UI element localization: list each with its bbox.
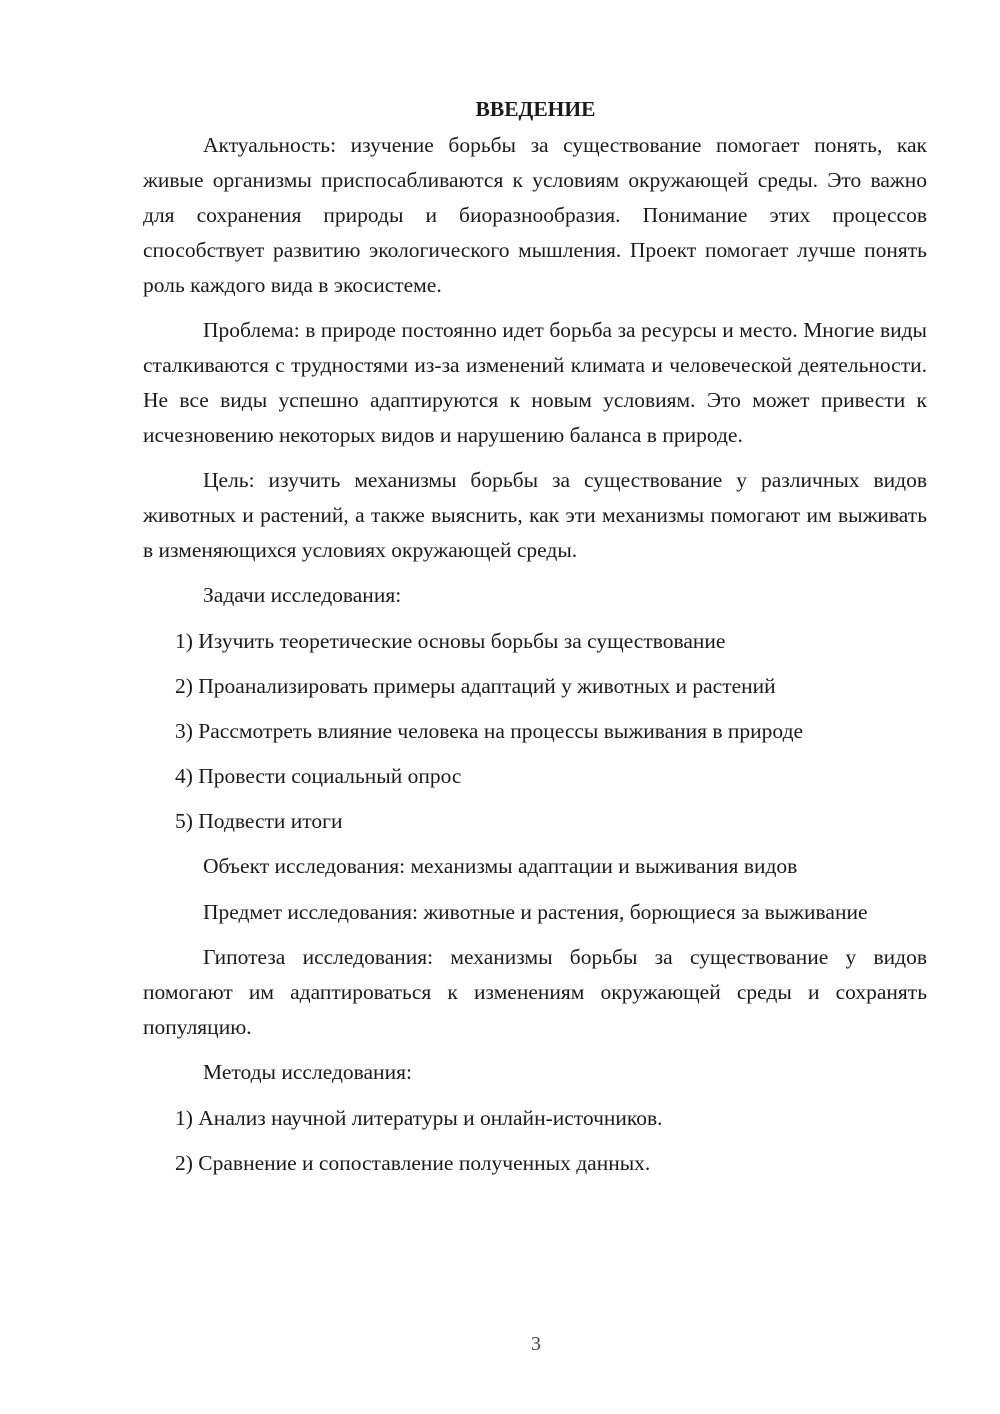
goal-paragraph: Цель: изучить механизмы борьбы за существование у различных видов животных и растений, а также выяснить, как эти механизмы помогают им выживать в изменяющихся условиях окружающей среды. [143, 468, 927, 562]
task-item: 3) Рассмотреть влияние человека на процессы выживания в природе [175, 719, 804, 743]
task-item: 2) Проанализировать примеры адаптаций у животных и растений [175, 674, 776, 698]
subject-paragraph: Предмет исследования: животные и растения, борющиеся за выживание [203, 900, 868, 924]
section-title: ВВЕДЕНИЕ [475, 97, 596, 121]
relevance-paragraph: Актуальность: изучение борьбы за существование помогает понять, как живые организмы приспосабливаются к условиям окружающей среды. Это важно для сохранения природы и биоразнообразия. Понимание этих процессов способствует развитию экологического мышления. Проект помогает лучше понять роль каждого вида в экосистеме. [143, 133, 927, 297]
method-item: 2) Сравнение и сопоставление полученных данных. [175, 1151, 651, 1175]
method-item: 1) Анализ научной литературы и онлайн-источников. [175, 1106, 663, 1130]
tasks-label: Задачи исследования: [203, 583, 402, 607]
hypothesis-paragraph: Гипотеза исследования: механизмы борьбы за существование у видов помогают им адаптироваться к изменениям окружающей среды и сохранять популяцию. [143, 945, 927, 1039]
task-item: 5) Подвести итоги [175, 809, 343, 833]
problem-paragraph: Проблема: в природе постоянно идет борьба за ресурсы и место. Многие виды сталкиваются с трудностями из-за изменений климата и человеческой деятельности. Не все виды успешно адаптируются к новым условиям. Это может привести к исчезновению некоторых видов и нарушению баланса в природе. [143, 318, 927, 447]
object-line: Объект исследования: механизмы адаптации и выживания видов [203, 854, 798, 878]
task-item: 4) Провести социальный опрос [175, 764, 462, 788]
page-number: 3 [531, 1333, 541, 1355]
methods-label: Методы исследования: [203, 1060, 412, 1084]
task-item: 1) Изучить теоретические основы борьбы за существование [175, 629, 726, 653]
page-content [143, 92, 927, 1191]
